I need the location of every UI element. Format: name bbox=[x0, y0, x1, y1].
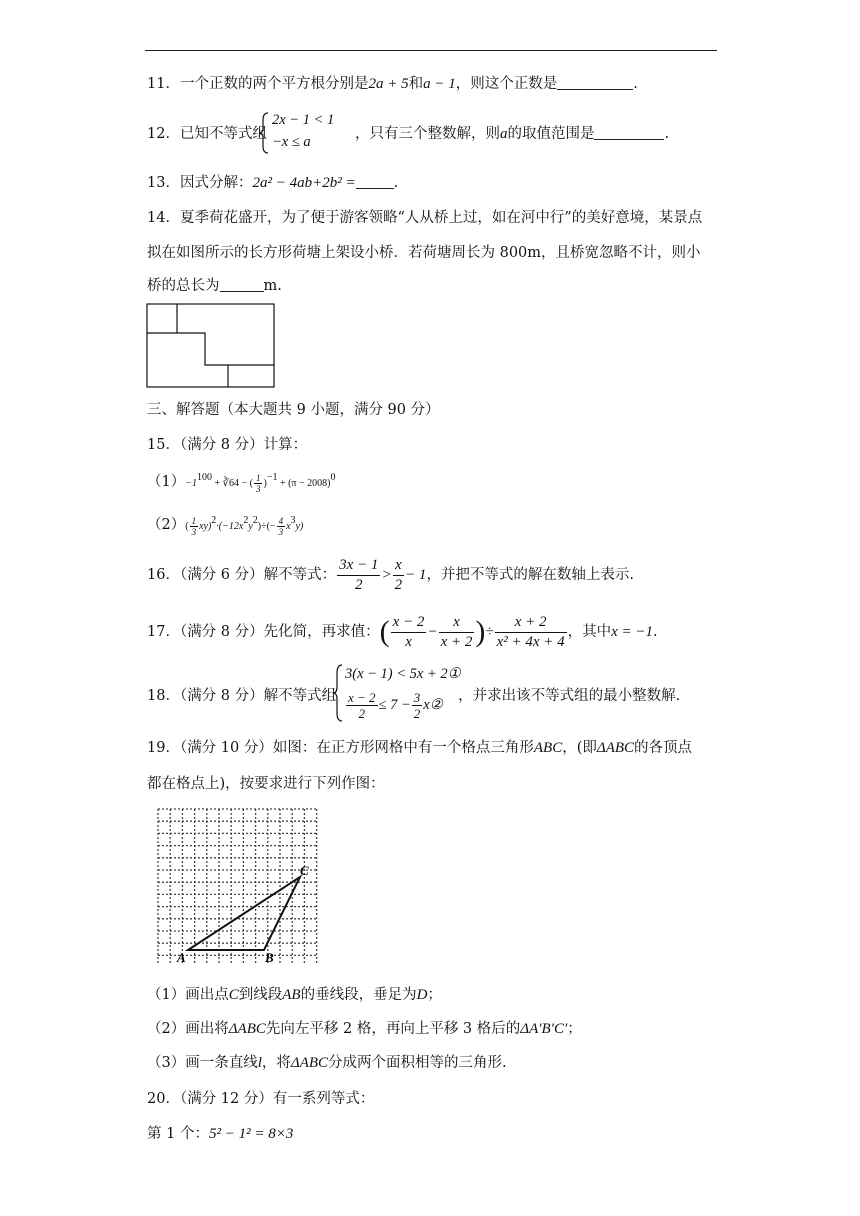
q19-step1: （1）画出点C到线段AB的垂线段，垂足为D； bbox=[147, 987, 442, 1003]
q14-line3b: m. bbox=[263, 278, 282, 294]
section-heading-3: 三、解答题（本大题共 9 小题，满分 90 分） bbox=[147, 402, 440, 418]
q17-tail: ，其中 bbox=[567, 624, 612, 640]
q20-example1: 第 1 个：5² − 1² = 8×3 bbox=[147, 1126, 294, 1142]
answer-blank-13[interactable] bbox=[356, 174, 394, 189]
q19-step3: （3）画一条直线l，将ΔABC分成两个面积相等的三角形. bbox=[147, 1055, 507, 1071]
q11-mid: 和 bbox=[408, 76, 424, 92]
q18-tail: ，并求出该不等式组的最小整数解. bbox=[458, 688, 681, 704]
q17-frac1: $\frac{x - 2}{x}$ bbox=[392, 613, 425, 650]
q18-row1: 3(x − 1) < 5x + 2① bbox=[345, 666, 461, 682]
answer-blank-14[interactable] bbox=[220, 277, 264, 292]
answer-blank-12[interactable] bbox=[594, 125, 664, 140]
q15-part1 bbox=[147, 472, 335, 494]
q15-p1-label: （1） bbox=[147, 474, 186, 490]
q16-frac1: $\frac{3x - 1}{2}$ bbox=[339, 556, 379, 593]
question-17: 17．（满分 8 分）先化简，再求值：( $\frac{x - 2}{x}$ − $\frac{x}{x + 2}$ )÷ $\frac{x + 2}{\text{x² + 4x + 4}}$ ，其中x = −1. bbox=[147, 613, 658, 650]
q18-row2: $\frac{x - 2}{2}$ ≤ 7 − $\frac{3}{2}$ x② bbox=[348, 690, 443, 721]
q14-line3a: 桥的总长为 bbox=[147, 278, 220, 294]
pond-bridge-figure bbox=[146, 303, 276, 389]
q14-line2: 拟在如图所示的长方形荷塘上架设小桥．若荷塘周长为 800m，且桥宽忽略不计，则小 bbox=[147, 245, 701, 261]
triangle-abc bbox=[188, 877, 300, 950]
q11-lead: 11．一个正数的两个平方根分别是 bbox=[147, 76, 369, 92]
q17-cond: x = −1 bbox=[611, 624, 654, 640]
q12-var: a bbox=[499, 126, 508, 142]
q15-p2-expr: ( $\frac{1}{3}$ $xy)^2\cdot(-12x^2y^2)\div(-$ $\frac{4}{3}$ $x^3y$) bbox=[185, 515, 304, 538]
q15-part2 bbox=[147, 515, 303, 537]
q19-line1: 19．（满分 10 分）如图：在正方形网格中有一个格点三角形ABC，(即ΔABC的各顶点 bbox=[147, 740, 693, 756]
q19-line2: 都在格点上)，按要求进行下列作图： bbox=[147, 776, 385, 792]
q16-rest: − 1 bbox=[405, 567, 427, 583]
q15-lead: 15．（满分 8 分）计算： bbox=[147, 437, 308, 453]
vertex-c-label: C bbox=[300, 863, 309, 878]
header-rule bbox=[145, 50, 717, 51]
q17-frac3: $\frac{x + 2}{\text{x² + 4x + 4}}$ bbox=[496, 613, 565, 650]
q16-tail: ，并把不等式的解在数轴上表示. bbox=[426, 567, 635, 583]
grid-lines bbox=[158, 809, 317, 964]
q16-lead: 16．（满分 6 分）解不等式： bbox=[147, 567, 337, 583]
q19-step2: （2）画出将ΔABC先向左平移 2 格，再向上平移 3 格后的ΔA′B′C′； bbox=[147, 1021, 582, 1037]
q11-tail: ，则这个正数是 bbox=[455, 76, 558, 92]
q12-row1: 2x − 1 < 1 bbox=[272, 112, 335, 128]
question-16 bbox=[147, 555, 634, 595]
q11-expr1: 2a + 5 bbox=[368, 76, 409, 92]
q12-brace bbox=[258, 112, 270, 154]
vertex-a-label: A bbox=[177, 950, 186, 965]
q12-lead: 12．已知不等式组 bbox=[147, 126, 267, 142]
q16-frac2: $\frac{x}{2}$ bbox=[394, 556, 403, 593]
q18-brace bbox=[332, 664, 344, 722]
q13-lead: 13．因式分解： bbox=[147, 175, 253, 191]
q13-end: . bbox=[393, 175, 399, 191]
q14-line1: 14．夏季荷花盛开，为了便于游客领略“人从桥上过，如在河中行”的美好意境，某景点 bbox=[147, 210, 703, 226]
question-13 bbox=[147, 173, 398, 193]
q12-end: . bbox=[664, 126, 670, 142]
q18-lead: 18．（满分 8 分）解不等式组 bbox=[147, 688, 337, 704]
q20-lead: 20．（满分 12 分）有一系列等式： bbox=[147, 1091, 375, 1107]
q11-end: . bbox=[633, 76, 638, 92]
q17-frac2: $\frac{x}{x + 2}$ bbox=[440, 613, 473, 650]
question-12 bbox=[147, 124, 669, 144]
q12-row2: −x ≤ a bbox=[272, 134, 311, 150]
q14-line3 bbox=[147, 276, 282, 296]
q16-gt: > bbox=[381, 567, 392, 583]
q11-expr2: a − 1 bbox=[423, 76, 456, 92]
q15-p2-label: （2） bbox=[147, 517, 186, 533]
q13-expr: 2a² − 4ab+2b² = bbox=[252, 175, 356, 191]
question-11 bbox=[147, 74, 638, 94]
q12-tail1: ，只有三个整数解，则 bbox=[354, 126, 500, 142]
q15-p1-expr: $-1^{100}$ + ∛64 − ( $\frac{1}{3}$ )$^{-1} + (\pi - 2008)^0$ bbox=[185, 472, 336, 495]
q17-lead: 17．（满分 8 分）先化简，再求值： bbox=[147, 624, 380, 640]
q12-tail2: 的取值范围是 bbox=[507, 126, 595, 142]
triangle-grid-figure bbox=[150, 804, 326, 970]
vertex-b-label: B bbox=[265, 950, 274, 965]
answer-blank-11[interactable] bbox=[557, 75, 633, 90]
